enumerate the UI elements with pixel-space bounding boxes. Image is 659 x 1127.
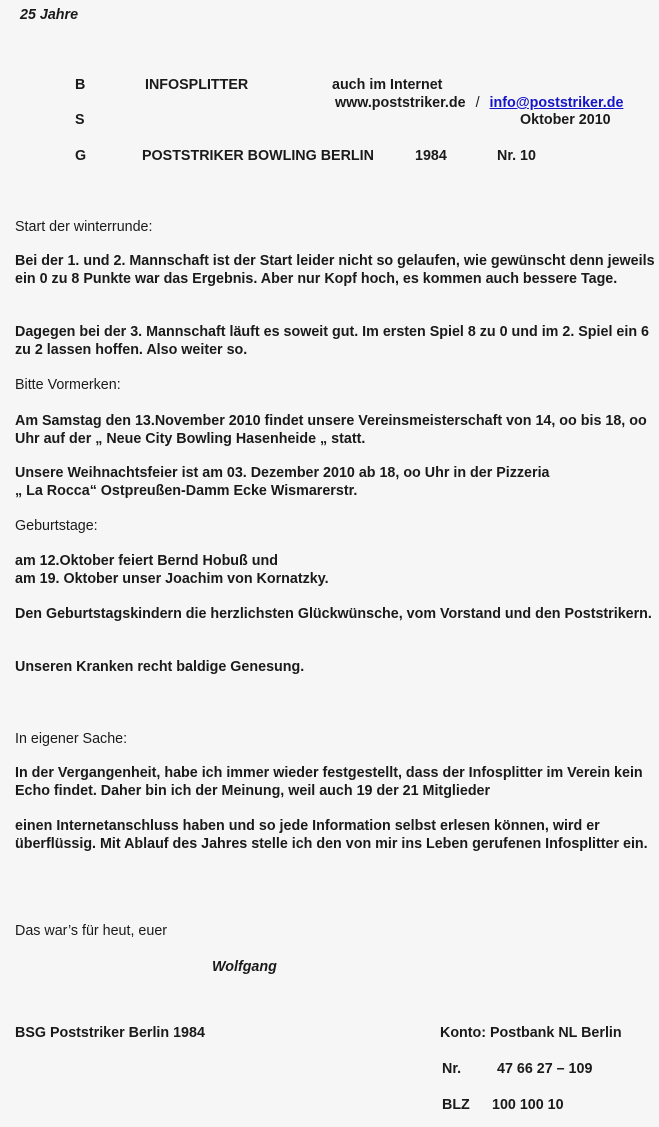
acronym-letter-s: S [75, 112, 85, 128]
footer-nr-label: Nr. [442, 1061, 462, 1077]
footer-club: BSG Poststriker Berlin 1984 [15, 1025, 205, 1041]
acronym-letter-b: B [75, 77, 86, 93]
email-link[interactable]: info@poststriker.de [489, 95, 624, 111]
website-text: www.poststriker.de [335, 95, 466, 111]
issue-date: Oktober 2010 [520, 112, 611, 128]
xmas-party-line-2: „ La Rocca“ Ostpreußen-Damm Ecke Wismarerstr. [15, 483, 358, 499]
footer-blz-label: BLZ [442, 1097, 470, 1113]
footer-blz-value: 100 100 10 [492, 1097, 564, 1113]
closing-line: Das war’s für heut, euer [15, 923, 168, 939]
acronym-letter-g: G [75, 148, 87, 164]
newsletter-title: INFOSPLITTER [145, 77, 249, 93]
paragraph-internet: einen Internetanschluss haben und so jede Information selbst erlesen können, wird er überflüssig. Mit Ablauf des Jahres stelle ich den von mir ins Leben gerufenen Infosplitter ein. [15, 818, 648, 852]
signature: Wolfgang [212, 959, 277, 975]
paragraph-teams-1-2: Bei der 1. und 2. Mannschaft ist der Start leider nicht so gelaufen, wie gewünscht denn jeweils ein 0 zu 8 Punkte war das Ergebnis. Aber nur Kopf hoch, es kommen auch bessere Tage. [15, 253, 655, 287]
separator: / [475, 95, 480, 111]
heading-birthdays: Geburtstage: [15, 518, 98, 534]
website-line [335, 94, 623, 112]
also-online-label: auch im Internet [332, 77, 443, 93]
anniversary-label: 25 Jahre [20, 7, 79, 23]
founded-year: 1984 [415, 148, 447, 164]
paragraph-congratulations: Den Geburtstagskindern die herzlichsten Glückwünsche, vom Vorstand und den Poststrikern. [15, 606, 652, 622]
paragraph-no-echo: In der Vergangenheit, habe ich immer wieder festgestellt, dass der Infosplitter im Verein kein Echo findet. Daher bin ich der Meinung, weil auch 19 der 21 Mitglieder [15, 765, 643, 799]
paragraph-team-3: Dagegen bei der 3. Mannschaft läuft es soweit gut. Im ersten Spiel 8 zu 0 und im 2. Spiel ein 6 zu 2 lassen hoffen. Also weiter so. [15, 324, 649, 358]
paragraph-get-well: Unseren Kranken recht baldige Genesung. [15, 659, 305, 675]
footer-account: Konto: Postbank NL Berlin [440, 1025, 622, 1041]
birthday-line-2: am 19. Oktober unser Joachim von Kornatzky. [15, 571, 329, 587]
heading-winter-round: Start der winterrunde: [15, 219, 153, 235]
heading-please-note: Bitte Vormerken: [15, 377, 121, 393]
heading-own-matter: In eigener Sache: [15, 731, 128, 747]
paragraph-championship: Am Samstag den 13.November 2010 findet unsere Vereinsmeisterschaft von 14, oo bis 18, oo Uhr auf der „ Neue City Bowling Hasenheide „ statt. [15, 413, 647, 447]
xmas-party-line-1: Unsere Weihnachtsfeier ist am 03. Dezember 2010 ab 18, oo Uhr in der Pizzeria [15, 465, 550, 481]
birthday-line-1: am 12.Oktober feiert Bernd Hobuß und [15, 553, 278, 569]
footer-nr-value: 47 66 27 – 109 [497, 1061, 593, 1077]
issue-number: Nr. 10 [497, 148, 536, 164]
club-name: POSTSTRIKER BOWLING BERLIN [142, 148, 374, 164]
